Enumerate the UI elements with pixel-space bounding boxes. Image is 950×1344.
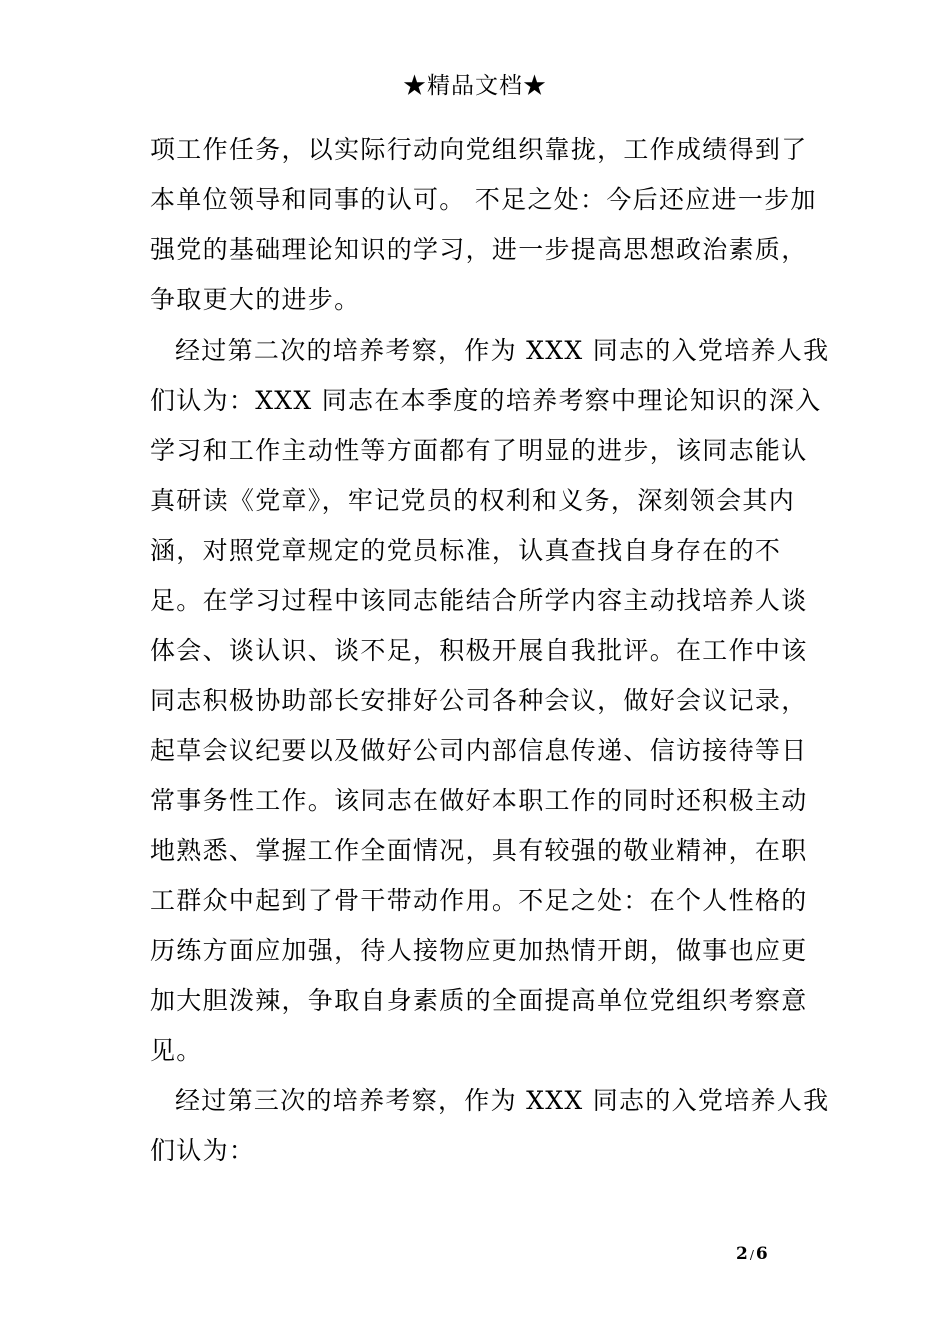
text-line: 学习和工作主动性等方面都有了明显的进步，该同志能认 [150, 436, 808, 465]
text-line: 常事务性工作。该同志在做好本职工作的同时还积极主动 [150, 786, 808, 815]
text-line: 历练方面应加强，待人接物应更加热情开朗，做事也应更 [150, 936, 808, 965]
text-line: 加大胆泼辣，争取自身素质的全面提高单位党组织考察意 [150, 986, 808, 1015]
text-line: 本单位领导和同事的认可。 不足之处：今后还应进一步加 [150, 185, 817, 214]
paragraph-first-line: 经过第二次的培养考察，作为 XXX 同志的入党培养人我 [175, 336, 830, 365]
text-line: 体会、谈认识、谈不足，积极开展自我批评。在工作中该 [150, 636, 808, 665]
text-line: 项工作任务，以实际行动向党组织靠拢，工作成绩得到了 [150, 135, 808, 164]
total-pages: 6 [755, 1244, 768, 1264]
text-line: 地熟悉、掌握工作全面情况，具有较强的敬业精神，在职 [150, 836, 808, 865]
text-line: 们认为：XXX 同志在本季度的培养考察中理论知识的深入 [150, 386, 822, 415]
text-line: 真研读《党章》，牢记党员的权利和义务，深刻领会其内 [150, 486, 796, 515]
text-line: 起草会议纪要以及做好公司内部信息传递、信访接待等日 [150, 736, 808, 765]
text-line: 争取更大的进步。 [150, 285, 361, 314]
text-line: 强党的基础理论知识的学习，进一步提高思想政治素质， [150, 235, 808, 264]
paragraph-first-line: 经过第三次的培养考察，作为 XXX 同志的入党培养人我 [175, 1086, 830, 1115]
page-header-title: ★精品文档★ [403, 73, 547, 99]
text-line: 同志积极协助部长安排好公司各种会议，做好会议记录， [150, 686, 808, 715]
page-number [736, 1243, 768, 1266]
page-separator: / [749, 1248, 754, 1262]
text-line: 足。在学习过程中该同志能结合所学内容主动找培养人谈 [150, 586, 808, 615]
text-line: 涵，对照党章规定的党员标准，认真查找自身存在的不 [150, 536, 782, 565]
text-line: 见。 [150, 1036, 203, 1065]
current-page: 2 [736, 1244, 748, 1264]
text-line: 工群众中起到了骨干带动作用。不足之处：在个人性格的 [150, 886, 808, 915]
text-line: 们认为： [150, 1136, 256, 1165]
